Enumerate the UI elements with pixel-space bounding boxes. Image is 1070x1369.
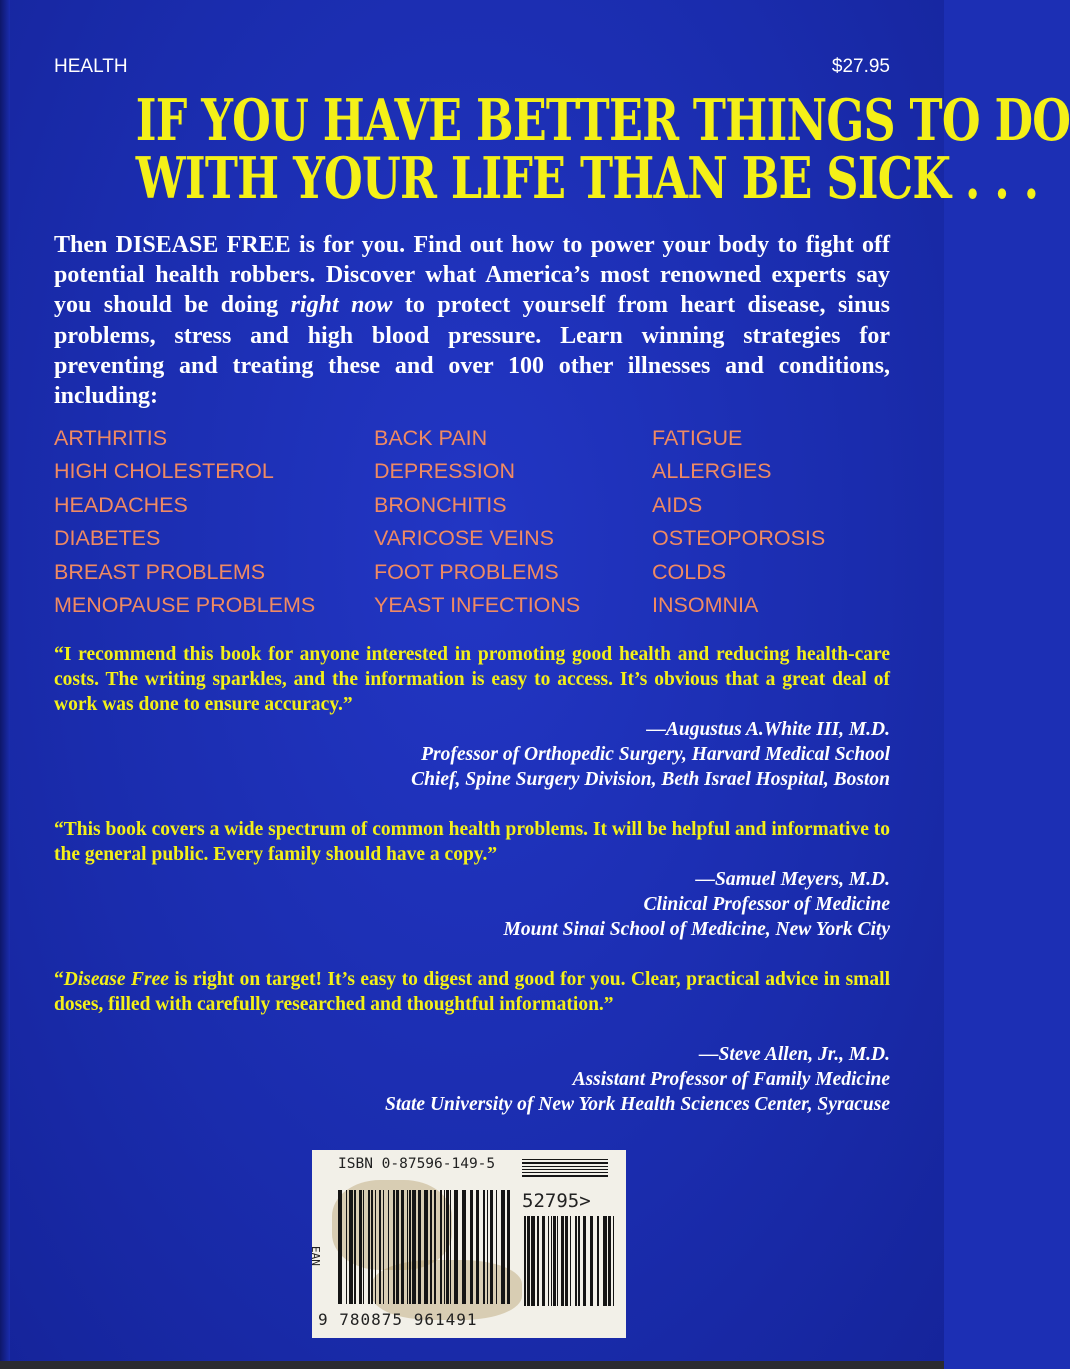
category-label: HEALTH [54,56,128,77]
condition-item: BREAST PROBLEMS [54,559,266,584]
barcode-bar [496,1190,497,1304]
barcode-bar [409,1190,411,1304]
barcode-bar [379,1190,381,1304]
condition-item: FATIGUE [652,426,743,450]
barcode-bar [522,1159,608,1160]
barcode-bar [388,1190,389,1304]
quote-2-role-1: Clinical Professor of Medicine [643,894,890,915]
barcode-bar [561,1216,564,1306]
barcode-bar [462,1190,466,1304]
quote-1-text: “I recommend this book for anyone interested in promoting good health and reducing health-care costs. The writing sparkles, and the information is easy to access. It’s obvious that a great deal of work was done to ensure accuracy.” [54,644,890,715]
isbn-barcode [522,1159,608,1177]
barcode-bar [522,1169,608,1170]
barcode-bar [393,1190,395,1304]
barcode-bar [418,1190,421,1304]
barcode-bar [537,1216,539,1306]
condition-item: ARTHRITIS [54,426,168,450]
condition-item: FOOT PROBLEMS [374,559,559,584]
barcode-bar [346,1190,347,1304]
barcode-bar [371,1190,373,1304]
barcode-bar [349,1190,353,1304]
barcode-bar [407,1190,408,1304]
conditions-column-3 [652,422,825,622]
quote-3-text [54,967,890,1017]
price-label: $27.95 [831,56,890,77]
barcode-bar [613,1216,614,1306]
condition-item: BACK PAIN [374,426,488,450]
condition-item: ALLERGIES [652,459,772,484]
barcode-bar [338,1190,342,1304]
quote-3-attribution [385,1042,890,1117]
price-code: 52795> [522,1190,591,1212]
barcode-bar [375,1190,376,1304]
barcode-bar [454,1190,458,1304]
barcode-bar [368,1190,370,1304]
spine-edge [0,0,10,1369]
quote-2-text: “This book covers a wide spectrum of common health problems. It will be helpful and informative to the general public. Every family should have a copy.” [54,819,890,865]
barcode-bar [603,1216,607,1306]
quote-3-open: “ [54,969,64,990]
barcode-bar [542,1216,545,1306]
condition-item: MENOPAUSE PROBLEMS [54,593,316,618]
barcode-bar [383,1190,384,1304]
intro-text-2: to protect yourself from heart disease, sinus problems, stress and high blood pressure. Learn winning strategies for preventing and treating these and over 100 other illnesses and conditions, including: [54,292,891,410]
quote-3-author: —Steve Allen, Jr., M.D. [698,1044,890,1065]
barcode-bar [522,1166,608,1167]
condition-item: OSTEOPOROSIS [652,526,826,551]
quote-3-book-title: Disease Free [63,969,169,990]
barcode-bar [565,1216,568,1306]
barcode-bar [522,1175,608,1177]
quote-1-role-2: Chief, Spine Surgery Division, Beth Israel Hospital, Boston [411,769,890,790]
barcode-bar [524,1216,526,1306]
barcode-bar [527,1216,530,1306]
barcode-bar [551,1216,552,1306]
quote-2-author: —Samuel Meyers, M.D. [695,869,890,890]
barcode-bar [557,1216,558,1306]
barcode-bar [522,1172,608,1173]
bottom-edge [0,1361,944,1369]
condition-item: BRONCHITIS [374,492,507,517]
headline [135,87,1070,212]
ean-label: EAN [309,1246,322,1266]
barcode-bar [434,1190,436,1304]
quote-2-attribution [504,867,890,942]
barcode-bar [507,1190,510,1304]
barcode-bar [575,1216,577,1306]
conditions-column-2 [374,422,580,622]
ean-number: 9 780875 961491 [318,1310,478,1329]
barcode-bar [359,1190,362,1304]
barcode-bar [424,1190,428,1304]
condition-item: YEAST INFECTIONS [374,593,581,618]
barcode-bar [470,1190,473,1304]
barcode-bar [450,1190,451,1304]
barcode-bar [501,1190,505,1304]
quote-2-role-2: Mount Sinai School of Medicine, New York City [503,919,890,940]
price-barcode [524,1216,616,1306]
headline-line-2: WITH YOUR LIFE THAN BE SICK . . . [135,145,1039,212]
condition-item: INSOMNIA [652,593,759,618]
intro-paragraph [54,230,890,411]
headline-line-1: IF YOU HAVE BETTER THINGS TO DO [135,87,1070,154]
barcode-bar [583,1216,586,1306]
barcode-bar [570,1216,571,1306]
condition-item: COLDS [652,559,727,584]
quote-3-role-2: State University of New York Health Sciences Center, Syracuse [384,1094,890,1115]
barcode-bar [363,1190,364,1304]
ean-barcode [338,1190,512,1304]
quote-3-body: is right on target! It’s easy to digest and good for you. Clear, practical advice in small doses, filled with carefully researched and thoughtful information.” [54,969,890,1015]
condition-item: VARICOSE VEINS [374,526,555,551]
intro-emphasis: right now [290,292,393,319]
barcode-bar [597,1216,599,1306]
barcode-bar [490,1190,493,1304]
barcode-bar [396,1190,399,1304]
barcode-bar [590,1216,593,1306]
barcode-bar [444,1190,445,1304]
barcode-bar [483,1190,485,1304]
quote-1-author: —Augustus A.White III, M.D. [646,719,890,740]
condition-item: AIDS [652,492,703,517]
condition-item: DIABETES [54,526,161,551]
barcode-bar [476,1190,479,1304]
condition-item: HIGH CHOLESTEROL [54,459,274,484]
barcode-bar [608,1216,611,1306]
barcode-bar [531,1216,535,1306]
barcode-bar [578,1216,580,1306]
barcode-bar [548,1216,549,1306]
barcode-bar [487,1190,488,1304]
barcode-bar [354,1190,356,1304]
barcode-bar [446,1190,449,1304]
barcode-bar [430,1190,432,1304]
barcode-bar [522,1162,608,1164]
quote-1-attribution [411,717,890,792]
barcode-bar [401,1190,404,1304]
barcode-bar [412,1190,416,1304]
conditions-column-1 [54,422,315,622]
intro-text-1: Then DISEASE FREE is for you. Find out how to power your body to fight off potential health robbers. Discover what America’s most renowned experts say you should be doing [54,232,890,319]
barcode-bar [440,1190,442,1304]
isbn-number: ISBN 0-87596-149-5 [338,1156,496,1172]
condition-item: HEADACHES [54,492,188,517]
condition-item: DEPRESSION [374,459,515,484]
quote-1-role-1: Professor of Orthopedic Surgery, Harvard Medical School [421,744,890,765]
barcode-bar [553,1216,556,1306]
quote-3-role-1: Assistant Professor of Family Medicine [572,1069,890,1090]
barcode-label [309,1150,626,1338]
